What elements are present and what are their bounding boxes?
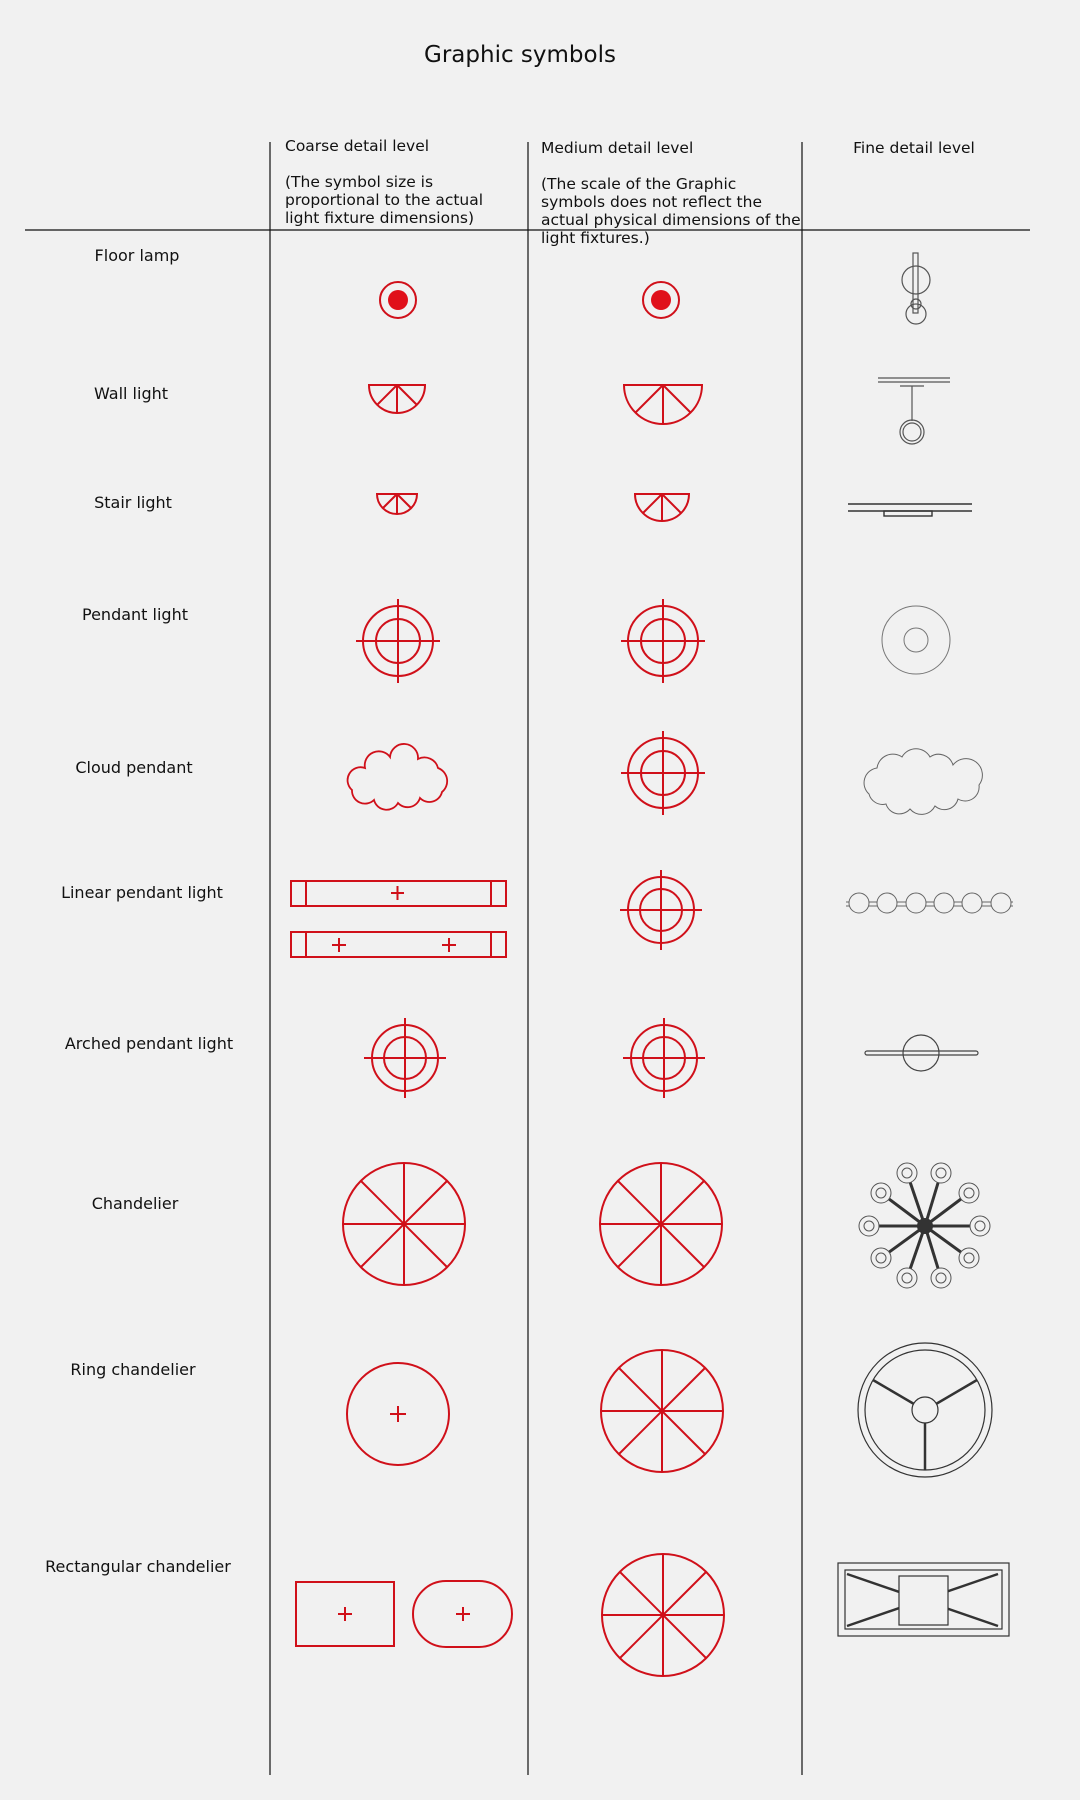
medium-column-header: [541, 139, 801, 247]
medium-note: (The scale of the Graphic symbols does not reflect the actual physical dimensions of the light fixtures.): [541, 175, 801, 247]
floor-lamp-medium-symbol: [643, 282, 679, 318]
row-label-ring-chandelier: Ring chandelier: [70, 1360, 196, 1379]
wall-light-coarse-symbol: [369, 385, 425, 413]
stair-light-medium-symbol: [635, 494, 689, 521]
row-label-arched-pendant-light: Arched pendant light: [64, 1034, 234, 1053]
chandelier-fine-symbol: [859, 1163, 990, 1288]
linear-pendant-light-coarse-symbol: [291, 881, 506, 957]
row-label-wall-light: Wall light: [93, 384, 169, 403]
row-label-rectangular-chandelier: Rectangular chandelier: [45, 1557, 231, 1576]
fine-heading: Fine detail level: [853, 139, 975, 157]
linear-pendant-light-fine-symbol: [846, 893, 1013, 913]
coarse-note: (The symbol size is proportional to the actual light fixture dimensions): [285, 173, 484, 227]
pendant-light-fine-symbol: [882, 606, 950, 674]
chandelier-medium-symbol: [600, 1163, 722, 1285]
row-label-cloud-pendant: Cloud pendant: [75, 758, 193, 777]
row-label-pendant-light: Pendant light: [82, 605, 188, 624]
stair-light-fine-symbol: [848, 504, 972, 516]
rectangular-chandelier-fine-symbol: [838, 1563, 1009, 1636]
pendant-light-medium-symbol: [621, 599, 705, 683]
row-label-stair-light: Stair light: [94, 493, 172, 512]
page-title: Graphic symbols: [424, 42, 616, 68]
fine-column-header: [805, 139, 1023, 157]
medium-heading: Medium detail level: [541, 139, 694, 157]
wall-light-medium-symbol: [624, 385, 702, 424]
rectangular-chandelier-medium-symbol: [602, 1554, 724, 1676]
arched-pendant-light-fine-symbol: [865, 1035, 978, 1071]
ring-chandelier-medium-symbol: [601, 1350, 723, 1472]
linear-pendant-light-medium-symbol: [620, 870, 702, 950]
floor-lamp-coarse-symbol: [380, 282, 416, 318]
row-label-chandelier: Chandelier: [91, 1194, 179, 1213]
coarse-heading: Coarse detail level: [285, 137, 430, 155]
pendant-light-coarse-symbol: [356, 599, 440, 683]
ring-chandelier-coarse-symbol: [347, 1363, 449, 1465]
ring-chandelier-fine-symbol: [858, 1343, 992, 1477]
floor-lamp-fine-symbol: [902, 253, 930, 324]
wall-light-fine-symbol: [878, 378, 950, 444]
row-label-floor-lamp: Floor lamp: [94, 246, 180, 265]
row-label-linear-pendant-light: Linear pendant light: [61, 883, 223, 902]
cloud-pendant-fine-symbol: [864, 749, 982, 815]
arched-pendant-light-coarse-symbol: [364, 1018, 446, 1098]
rectangular-chandelier-coarse-symbol: [296, 1581, 512, 1647]
arched-pendant-light-medium-symbol: [623, 1018, 705, 1098]
cloud-pendant-coarse-symbol: [348, 744, 448, 810]
chandelier-coarse-symbol: [343, 1163, 465, 1285]
cloud-pendant-medium-symbol: [621, 731, 705, 815]
coarse-column-header: [285, 137, 520, 227]
stair-light-coarse-symbol: [377, 494, 417, 514]
